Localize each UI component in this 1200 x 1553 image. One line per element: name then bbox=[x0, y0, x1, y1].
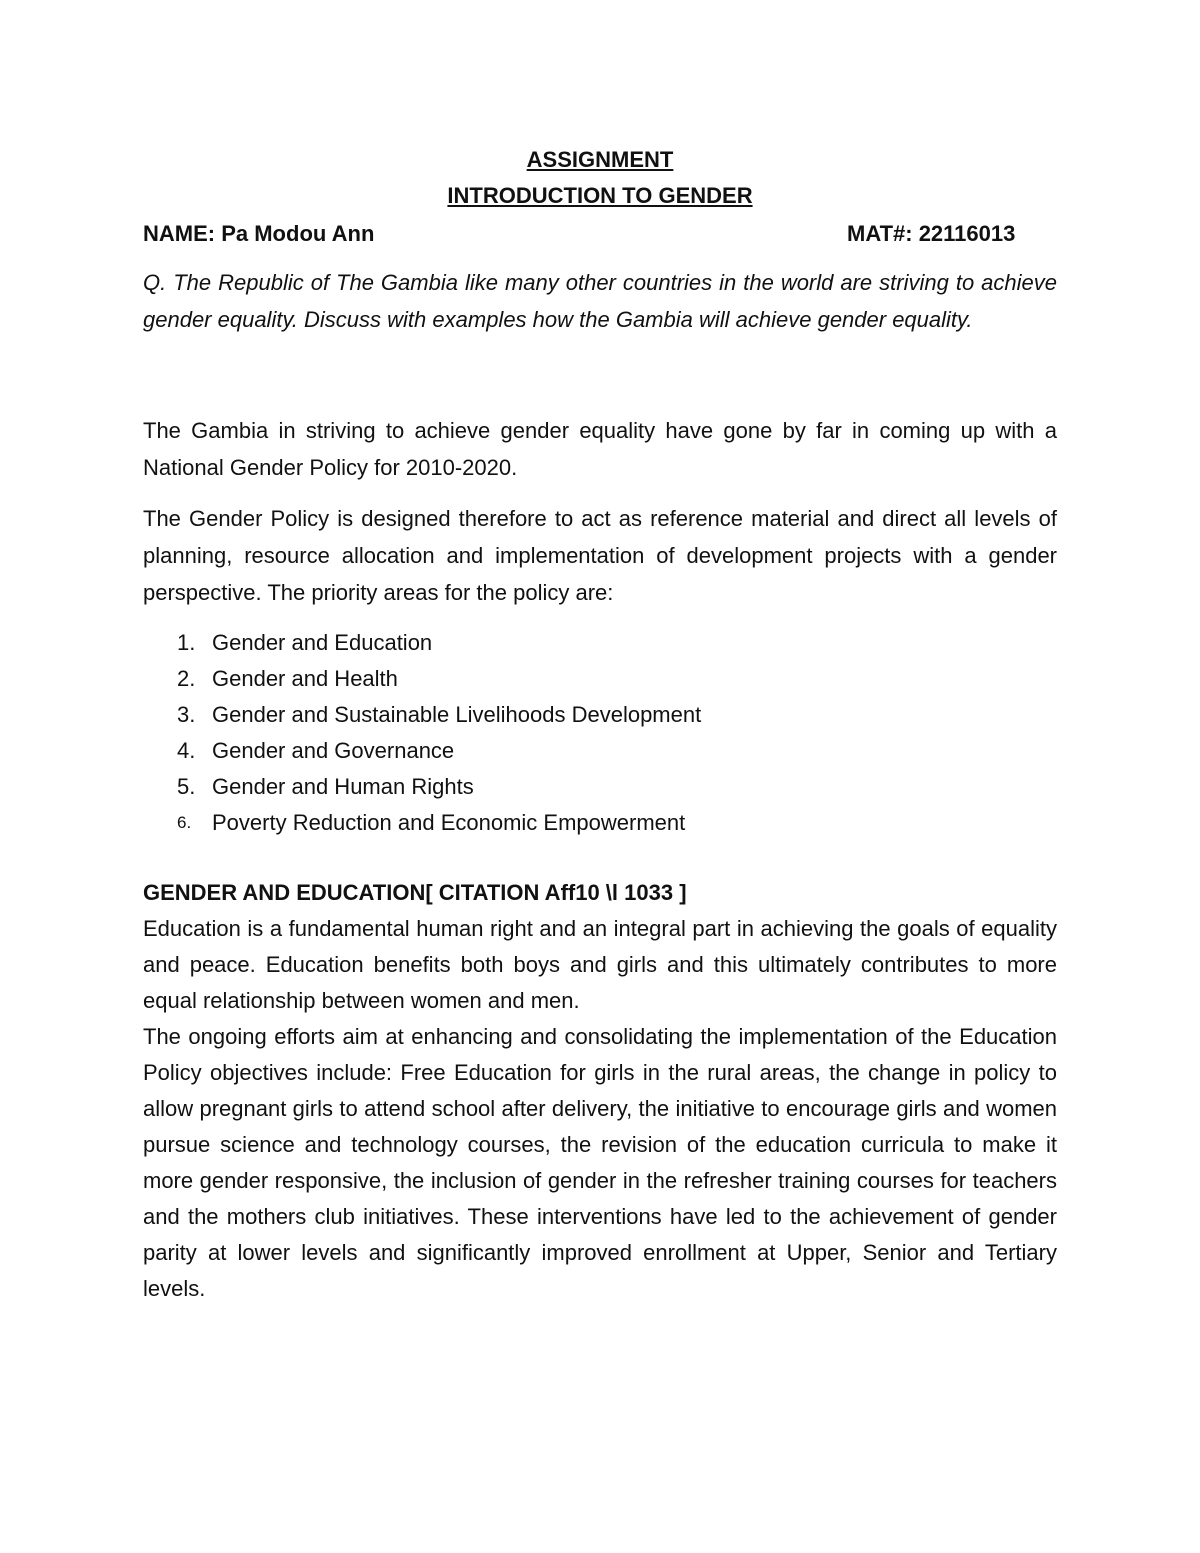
student-info-row bbox=[143, 216, 1057, 252]
education-paragraph-2: The ongoing efforts aim at enhancing and consolidating the implementation of the Education Policy objectives include: Free Education for girls in the rural areas, the change in policy to allow pregnant girls to attend school after delivery, the initiative to encourage girls and women pursue science and technology courses, the revision of the education curricula to make it more gender responsive, the inclusion of gender in the refresher training courses for teachers and the mothers club initiatives. These interventions have led to the achievement of gender parity at lower levels and significantly improved enrollment at Upper, Senior and Tertiary levels. bbox=[143, 1024, 1057, 1301]
list-item bbox=[143, 697, 1057, 733]
list-item-text: Gender and Sustainable Livelihoods Development bbox=[212, 702, 702, 727]
list-item bbox=[143, 805, 1057, 841]
section-heading-education: GENDER AND EDUCATION[ CITATION Aff10 \l 1033 ] bbox=[143, 880, 687, 905]
education-paragraph-1: Education is a fundamental human right and an integral part in achieving the goals of equality and peace. Education benefits both boys and girls and this ultimately contributes to more equal relationship between women and men. bbox=[143, 916, 1057, 1013]
list-item-number: 1. bbox=[177, 630, 196, 655]
list-item-text: Gender and Education bbox=[212, 630, 433, 655]
student-name: NAME: Pa Modou Ann bbox=[143, 221, 375, 246]
list-item bbox=[143, 769, 1057, 805]
intro-paragraph-1: The Gambia in striving to achieve gender equality have gone by far in coming up with a National Gender Policy for 2010-2020. bbox=[143, 418, 1057, 480]
list-item-number: 3. bbox=[177, 702, 196, 727]
list-item-number: 4. bbox=[177, 738, 196, 763]
list-item bbox=[143, 661, 1057, 697]
list-item-text: Poverty Reduction and Economic Empowerment bbox=[212, 810, 686, 835]
list-item-number: 5. bbox=[177, 774, 196, 799]
course-title: INTRODUCTION TO GENDER bbox=[447, 183, 753, 208]
priority-areas-list bbox=[143, 625, 1057, 841]
intro-paragraph-2: The Gender Policy is designed therefore to act as reference material and direct all levels of planning, resource allocation and implementation of development projects with a gender perspective. The priority areas for the policy are: bbox=[143, 506, 1057, 605]
list-item-text: Gender and Health bbox=[212, 666, 398, 691]
document-body bbox=[143, 142, 1057, 1307]
matriculation-number: MAT#: 22116013 bbox=[847, 221, 1016, 246]
list-item-text: Gender and Governance bbox=[212, 738, 455, 763]
assignment-title: ASSIGNMENT bbox=[526, 147, 674, 172]
assignment-question: Q. The Republic of The Gambia like many other countries in the world are striving to achieve gender equality. Discuss with examples how the Gambia will achieve gender equality. bbox=[143, 270, 1057, 332]
list-item-number: 6. bbox=[177, 813, 192, 832]
list-item-number: 2. bbox=[177, 666, 196, 691]
list-item-text: Gender and Human Rights bbox=[212, 774, 474, 799]
list-item bbox=[143, 733, 1057, 769]
list-item bbox=[143, 625, 1057, 661]
